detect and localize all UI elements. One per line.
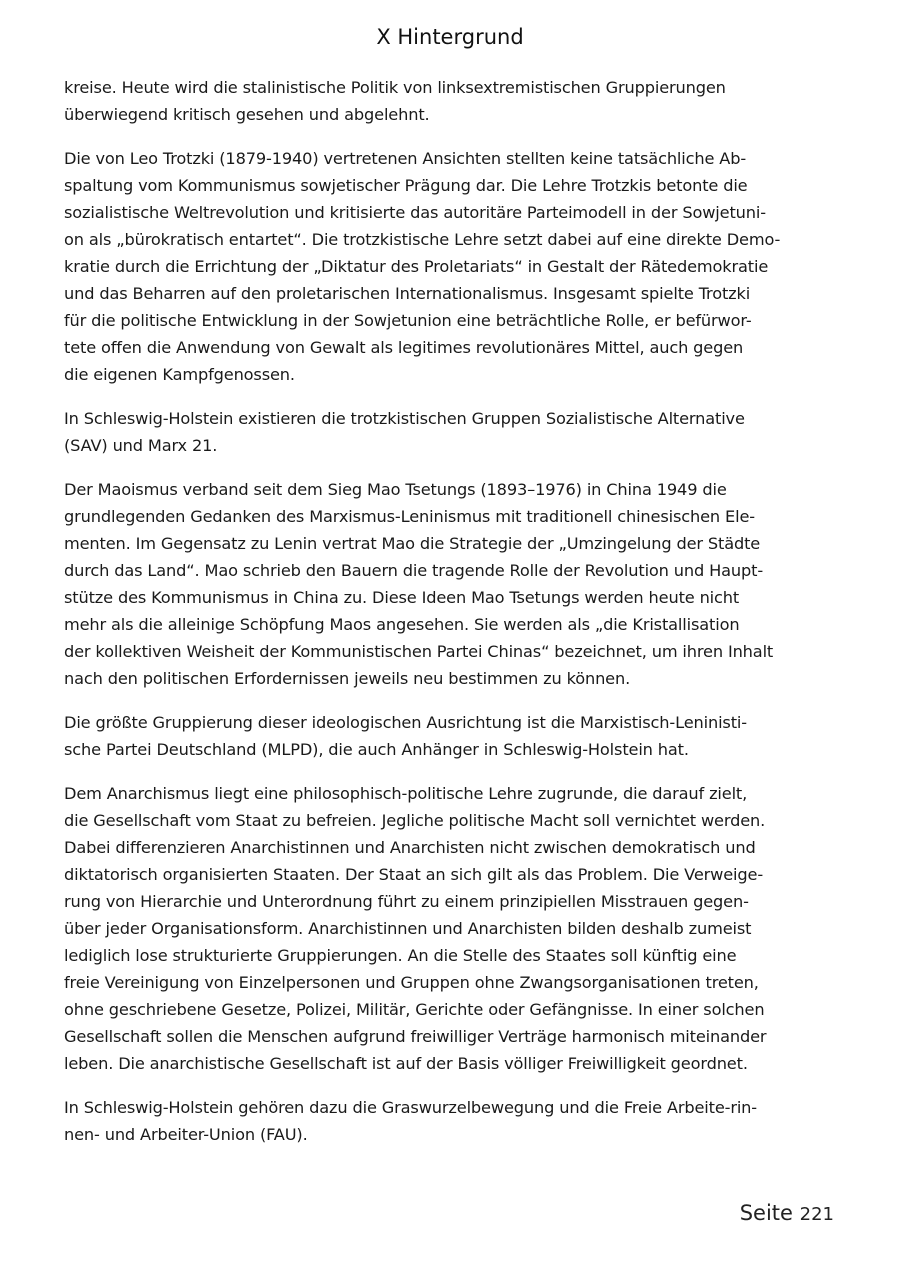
text-line: sche Partei Deutschland (MLPD), die auch Anhänger in Schleswig-Holstein hat. — [64, 740, 689, 759]
paragraph-trotskyism — [64, 145, 796, 388]
text-line: überwiegend kritisch gesehen und abgelehnt. — [64, 105, 430, 124]
text-line: In Schleswig-Holstein gehören dazu die Graswurzelbewegung und die Freie Arbeite-rin- — [64, 1098, 757, 1117]
text-line: stütze des Kommunismus in China zu. Diese Ideen Mao Tsetungs werden heute nicht — [64, 588, 740, 607]
text-line: tete offen die Anwendung von Gewalt als legitimes revolutionäres Mittel, auch gegen — [64, 338, 744, 357]
text-line: Die größte Gruppierung dieser ideologischen Ausrichtung ist die Marxistisch-Leninisti- — [64, 713, 747, 732]
text-line: nach den politischen Erfordernissen jeweils neu bestimmen zu können. — [64, 669, 631, 688]
text-line: mehr als die alleinige Schöpfung Maos angesehen. Sie werden als „die Kristallisation — [64, 615, 740, 634]
page-label: Seite — [739, 1201, 793, 1225]
text-line: freie Vereinigung von Einzelpersonen und Gruppen ohne Zwangsorganisationen treten, — [64, 973, 759, 992]
text-line: Gesellschaft sollen die Menschen aufgrund freiwilliger Verträge harmonisch miteinander — [64, 1027, 767, 1046]
paragraph-anarchism — [64, 780, 796, 1077]
text-line: Die von Leo Trotzki (1879-1940) vertretenen Ansichten stellten keine tatsächliche Ab- — [64, 149, 747, 168]
text-line: rung von Hierarchie und Unterordnung führt zu einem prinzipiellen Misstrauen gegen- — [64, 892, 749, 911]
page-footer — [740, 1198, 834, 1230]
text-line: kreise. Heute wird die stalinistische Politik von linksextremistischen Gruppierungen — [64, 78, 726, 97]
paragraph-maoism — [64, 476, 796, 692]
text-line: spaltung vom Kommunismus sowjetischer Prägung dar. Die Lehre Trotzkis betonte die — [64, 176, 748, 195]
text-line: Dem Anarchismus liegt eine philosophisch-politische Lehre zugrunde, die darauf zielt, — [64, 784, 748, 803]
text-line: der kollektiven Weisheit der Kommunistischen Partei Chinas“ bezeichnet, um ihren Inhalt — [64, 642, 774, 661]
text-line: über jeder Organisationsform. Anarchistinnen und Anarchisten bilden deshalb zumeist — [64, 919, 752, 938]
text-line: die eigenen Kampfgenossen. — [64, 365, 295, 384]
text-line: und das Beharren auf den proletarischen Internationalismus. Insgesamt spielte Trotzki — [64, 284, 751, 303]
text-line: grundlegenden Gedanken des Marxismus-Leninismus mit traditionell chinesischen Ele- — [64, 507, 755, 526]
paragraph-stalinism-end — [64, 74, 796, 128]
text-line: lediglich lose strukturierte Gruppierungen. An die Stelle des Staates soll künftig eine — [64, 946, 737, 965]
text-line: die Gesellschaft vom Staat zu befreien. Jegliche politische Macht soll vernichtet werden. — [64, 811, 766, 830]
page-number: 221 — [799, 1204, 834, 1225]
text-line: menten. Im Gegensatz zu Lenin vertrat Mao die Strategie der „Umzingelung der Städte — [64, 534, 761, 553]
chapter-header: X Hintergrund — [376, 25, 524, 49]
text-line: diktatorisch organisierten Staaten. Der Staat an sich gilt als das Problem. Die Verweige- — [64, 865, 764, 884]
text-line: sozialistische Weltrevolution und kritisierte das autoritäre Parteimodell in der Sowjetuni- — [64, 203, 766, 222]
text-line: In Schleswig-Holstein existieren die trotzkistischen Gruppen Sozialistische Alternative — [64, 409, 745, 428]
text-line: Dabei differenzieren Anarchistinnen und Anarchisten nicht zwischen demokratisch und — [64, 838, 756, 857]
document-body — [64, 74, 796, 1165]
text-line: Der Maoismus verband seit dem Sieg Mao Tsetungs (1893–1976) in China 1949 die — [64, 480, 727, 499]
text-line: durch das Land“. Mao schrieb den Bauern die tragende Rolle der Revolution und Haupt- — [64, 561, 764, 580]
paragraph-mlpd — [64, 709, 796, 763]
text-line: nen- und Arbeiter-Union (FAU). — [64, 1125, 308, 1144]
text-line: leben. Die anarchistische Gesellschaft ist auf der Basis völliger Freiwilligkeit geordnet. — [64, 1054, 748, 1073]
text-line: kratie durch die Errichtung der „Diktatur des Proletariats“ in Gestalt der Rätedemokratie — [64, 257, 769, 276]
text-line: ohne geschriebene Gesetze, Polizei, Militär, Gerichte oder Gefängnisse. In einer solchen — [64, 1000, 765, 1019]
text-line: on als „bürokratisch entartet“. Die trotzkistische Lehre setzt dabei auf eine direkte Demo- — [64, 230, 781, 249]
paragraph-anarchist-groups — [64, 1094, 796, 1148]
text-line: für die politische Entwicklung in der Sowjetunion eine beträchtliche Rolle, er befürwor- — [64, 311, 752, 330]
text-line: (SAV) und Marx 21. — [64, 436, 218, 455]
paragraph-trotskyist-groups — [64, 405, 796, 459]
